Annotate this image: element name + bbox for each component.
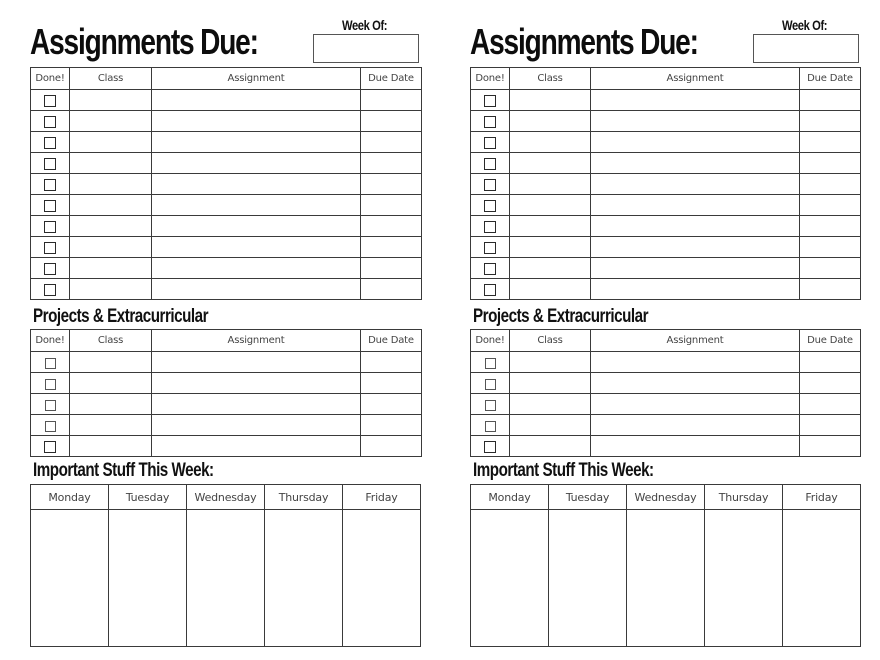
day-header-wednesday: Wednesday: [187, 485, 265, 510]
done-cell[interactable]: [31, 436, 70, 457]
table-row: [31, 415, 422, 436]
done-cell[interactable]: [31, 237, 70, 258]
class-cell[interactable]: [70, 436, 152, 457]
done-cell[interactable]: [471, 153, 510, 174]
due-date-cell[interactable]: [361, 373, 422, 394]
col-header-assignment: Assignment: [591, 68, 800, 90]
class-cell[interactable]: [510, 90, 591, 111]
assignment-cell[interactable]: [591, 216, 800, 237]
day-header-tuesday: Tuesday: [549, 485, 627, 510]
due-date-cell[interactable]: [361, 436, 422, 457]
due-date-cell[interactable]: [361, 352, 422, 373]
done-cell[interactable]: [471, 394, 510, 415]
due-date-cell[interactable]: [800, 216, 861, 237]
notes-cell-friday[interactable]: [343, 510, 421, 647]
day-header-monday: Monday: [471, 485, 549, 510]
class-cell[interactable]: [510, 216, 591, 237]
class-cell[interactable]: [70, 279, 152, 300]
assignments-rows: [31, 90, 422, 300]
col-header-assignment: Assignment: [152, 68, 361, 90]
due-date-cell[interactable]: [361, 216, 422, 237]
done-checkbox[interactable]: [44, 221, 56, 233]
due-date-cell[interactable]: [800, 394, 861, 415]
table-row: [471, 153, 861, 174]
assignment-cell[interactable]: [152, 237, 361, 258]
due-date-cell[interactable]: [361, 279, 422, 300]
col-header-due-date: Due Date: [361, 68, 422, 90]
notes-cell-thursday[interactable]: [705, 510, 783, 647]
weekly-notes-table: [470, 484, 861, 647]
done-checkbox[interactable]: [484, 221, 496, 233]
done-checkbox[interactable]: [44, 137, 56, 149]
table-row: [31, 195, 422, 216]
assignment-cell[interactable]: [591, 195, 800, 216]
table-row: [471, 352, 861, 373]
class-cell[interactable]: [510, 258, 591, 279]
class-cell[interactable]: [510, 174, 591, 195]
table-row: [471, 90, 861, 111]
done-checkbox[interactable]: [485, 421, 496, 432]
table-header-row: [31, 68, 422, 90]
assignment-cell[interactable]: [152, 132, 361, 153]
notes-cell-monday[interactable]: [471, 510, 549, 647]
class-cell[interactable]: [510, 352, 591, 373]
due-date-cell[interactable]: [800, 258, 861, 279]
done-checkbox[interactable]: [484, 263, 496, 275]
day-header-tuesday: Tuesday: [109, 485, 187, 510]
done-checkbox[interactable]: [44, 116, 56, 128]
table-header-row: [471, 68, 861, 90]
done-cell[interactable]: [471, 132, 510, 153]
done-checkbox[interactable]: [485, 358, 496, 369]
col-header-class: Class: [70, 330, 152, 352]
due-date-cell[interactable]: [800, 279, 861, 300]
col-header-class: Class: [510, 330, 591, 352]
due-date-cell[interactable]: [800, 174, 861, 195]
done-checkbox[interactable]: [44, 441, 56, 453]
due-date-cell[interactable]: [800, 373, 861, 394]
col-header-done: Done!: [471, 68, 510, 90]
due-date-cell[interactable]: [361, 111, 422, 132]
table-row: [31, 132, 422, 153]
class-cell[interactable]: [70, 394, 152, 415]
assignment-cell[interactable]: [152, 436, 361, 457]
table-row: [31, 174, 422, 195]
done-checkbox[interactable]: [44, 200, 56, 212]
week-of-field[interactable]: [753, 34, 859, 63]
projects-heading: Projects & Extracurricular: [473, 306, 649, 327]
assignment-cell[interactable]: [152, 352, 361, 373]
due-date-cell[interactable]: [800, 195, 861, 216]
done-checkbox[interactable]: [45, 358, 56, 369]
done-checkbox[interactable]: [484, 242, 496, 254]
due-date-cell[interactable]: [361, 174, 422, 195]
assignment-cell[interactable]: [591, 111, 800, 132]
table-row: [31, 216, 422, 237]
assignment-cell[interactable]: [591, 153, 800, 174]
class-cell[interactable]: [70, 111, 152, 132]
done-cell[interactable]: [471, 195, 510, 216]
days-header-row: [31, 485, 421, 510]
notes-cell-wednesday[interactable]: [187, 510, 265, 647]
done-checkbox[interactable]: [45, 421, 56, 432]
due-date-cell[interactable]: [800, 415, 861, 436]
assignment-cell[interactable]: [591, 352, 800, 373]
due-date-cell[interactable]: [800, 436, 861, 457]
assignment-cell[interactable]: [152, 394, 361, 415]
col-header-done: Done!: [471, 330, 510, 352]
assignment-cell[interactable]: [591, 373, 800, 394]
assignment-cell[interactable]: [152, 90, 361, 111]
class-cell[interactable]: [510, 394, 591, 415]
table-row: [31, 111, 422, 132]
class-cell[interactable]: [70, 195, 152, 216]
important-heading: Important Stuff This Week:: [473, 460, 654, 481]
table-row: [31, 90, 422, 111]
assignment-cell[interactable]: [591, 90, 800, 111]
done-checkbox[interactable]: [44, 95, 56, 107]
assignment-cell[interactable]: [152, 153, 361, 174]
due-date-cell[interactable]: [361, 153, 422, 174]
due-date-cell[interactable]: [800, 132, 861, 153]
class-cell[interactable]: [510, 415, 591, 436]
projects-rows: [471, 352, 861, 457]
table-row: [471, 237, 861, 258]
day-header-thursday: Thursday: [705, 485, 783, 510]
table-row: [471, 373, 861, 394]
table-row: [471, 436, 861, 457]
done-cell[interactable]: [471, 258, 510, 279]
table-row: [471, 174, 861, 195]
days-header-row: [471, 485, 861, 510]
done-cell[interactable]: [31, 279, 70, 300]
col-header-assignment: Assignment: [152, 330, 361, 352]
notes-cell-monday[interactable]: [31, 510, 109, 647]
done-checkbox[interactable]: [44, 179, 56, 191]
projects-table: [30, 329, 422, 457]
class-cell[interactable]: [70, 415, 152, 436]
done-cell[interactable]: [471, 216, 510, 237]
col-header-done: Done!: [31, 330, 70, 352]
assignment-cell[interactable]: [152, 174, 361, 195]
done-cell[interactable]: [31, 258, 70, 279]
due-date-cell[interactable]: [800, 237, 861, 258]
assignment-cell[interactable]: [152, 415, 361, 436]
table-row: [31, 153, 422, 174]
class-cell[interactable]: [70, 153, 152, 174]
done-cell[interactable]: [31, 174, 70, 195]
assignment-cell[interactable]: [152, 373, 361, 394]
projects-rows: [31, 352, 422, 457]
done-checkbox[interactable]: [484, 284, 496, 296]
table-row: [471, 111, 861, 132]
assignment-cell[interactable]: [591, 394, 800, 415]
col-header-class: Class: [70, 68, 152, 90]
done-cell[interactable]: [471, 352, 510, 373]
done-cell[interactable]: [31, 132, 70, 153]
table-row: [471, 415, 861, 436]
class-cell[interactable]: [510, 195, 591, 216]
class-cell[interactable]: [70, 90, 152, 111]
done-cell[interactable]: [471, 373, 510, 394]
class-cell[interactable]: [70, 373, 152, 394]
col-header-class: Class: [510, 68, 591, 90]
done-cell[interactable]: [31, 373, 70, 394]
done-cell[interactable]: [31, 153, 70, 174]
due-date-cell[interactable]: [361, 258, 422, 279]
done-checkbox[interactable]: [44, 263, 56, 275]
projects-heading: Projects & Extracurricular: [33, 306, 209, 327]
done-cell[interactable]: [31, 394, 70, 415]
table-row: [31, 352, 422, 373]
assignment-cell[interactable]: [591, 258, 800, 279]
class-cell[interactable]: [70, 132, 152, 153]
due-date-cell[interactable]: [800, 90, 861, 111]
done-checkbox[interactable]: [484, 200, 496, 212]
done-checkbox[interactable]: [485, 379, 496, 390]
table-row: [31, 279, 422, 300]
projects-table: [470, 329, 861, 457]
notes-cell-wednesday[interactable]: [627, 510, 705, 647]
done-checkbox[interactable]: [45, 379, 56, 390]
important-heading: Important Stuff This Week:: [33, 460, 214, 481]
table-row: [31, 237, 422, 258]
due-date-cell[interactable]: [361, 132, 422, 153]
done-cell[interactable]: [31, 90, 70, 111]
assignment-cell[interactable]: [591, 237, 800, 258]
assignments-rows: [471, 90, 861, 300]
done-checkbox[interactable]: [44, 242, 56, 254]
notes-cell-tuesday[interactable]: [109, 510, 187, 647]
assignment-cell[interactable]: [152, 258, 361, 279]
done-checkbox[interactable]: [45, 400, 56, 411]
page-title: Assignments Due:: [470, 21, 698, 62]
table-row: [31, 258, 422, 279]
done-cell[interactable]: [31, 111, 70, 132]
class-cell[interactable]: [70, 237, 152, 258]
col-header-due-date: Due Date: [361, 330, 422, 352]
due-date-cell[interactable]: [361, 415, 422, 436]
col-header-done: Done!: [31, 68, 70, 90]
day-header-friday: Friday: [783, 485, 861, 510]
assignment-cell[interactable]: [591, 174, 800, 195]
done-checkbox[interactable]: [44, 158, 56, 170]
day-header-wednesday: Wednesday: [627, 485, 705, 510]
done-cell[interactable]: [31, 415, 70, 436]
table-row: [471, 258, 861, 279]
notes-cell-thursday[interactable]: [265, 510, 343, 647]
class-cell[interactable]: [510, 373, 591, 394]
table-row: [471, 195, 861, 216]
done-checkbox[interactable]: [484, 137, 496, 149]
assignment-cell[interactable]: [591, 279, 800, 300]
due-date-cell[interactable]: [361, 90, 422, 111]
class-cell[interactable]: [510, 111, 591, 132]
table-row: [31, 394, 422, 415]
done-cell[interactable]: [471, 237, 510, 258]
done-checkbox[interactable]: [484, 95, 496, 107]
col-header-assignment: Assignment: [591, 330, 800, 352]
day-header-friday: Friday: [343, 485, 421, 510]
table-header-row: [471, 330, 861, 352]
done-cell[interactable]: [31, 195, 70, 216]
days-notes-row: [31, 510, 421, 647]
table-row: [31, 373, 422, 394]
page-title: Assignments Due:: [30, 21, 258, 62]
assignments-table: [30, 67, 422, 300]
done-cell[interactable]: [31, 352, 70, 373]
week-of-label: Week Of:: [782, 17, 828, 33]
assignment-cell[interactable]: [591, 415, 800, 436]
class-cell[interactable]: [510, 279, 591, 300]
due-date-cell[interactable]: [361, 394, 422, 415]
days-notes-row: [471, 510, 861, 647]
assignment-cell[interactable]: [591, 436, 800, 457]
due-date-cell[interactable]: [800, 352, 861, 373]
class-cell[interactable]: [510, 153, 591, 174]
notes-cell-friday[interactable]: [783, 510, 861, 647]
assignment-cell[interactable]: [152, 279, 361, 300]
planner-page-right: [470, 0, 870, 660]
class-cell[interactable]: [70, 174, 152, 195]
table-row: [471, 394, 861, 415]
done-cell[interactable]: [471, 279, 510, 300]
table-row: [471, 132, 861, 153]
done-cell[interactable]: [471, 174, 510, 195]
day-header-monday: Monday: [31, 485, 109, 510]
class-cell[interactable]: [510, 436, 591, 457]
assignment-cell[interactable]: [152, 111, 361, 132]
done-checkbox[interactable]: [484, 179, 496, 191]
done-checkbox[interactable]: [484, 441, 496, 453]
assignments-table: [470, 67, 861, 300]
done-checkbox[interactable]: [484, 116, 496, 128]
table-row: [471, 216, 861, 237]
done-checkbox[interactable]: [44, 284, 56, 296]
class-cell[interactable]: [510, 237, 591, 258]
notes-cell-tuesday[interactable]: [549, 510, 627, 647]
done-checkbox[interactable]: [485, 400, 496, 411]
done-checkbox[interactable]: [484, 158, 496, 170]
planner-page-left: [30, 0, 430, 660]
due-date-cell[interactable]: [800, 153, 861, 174]
class-cell[interactable]: [70, 216, 152, 237]
weekly-notes-table: [30, 484, 421, 647]
done-cell[interactable]: [471, 436, 510, 457]
due-date-cell[interactable]: [361, 195, 422, 216]
col-header-due-date: Due Date: [800, 330, 861, 352]
day-header-thursday: Thursday: [265, 485, 343, 510]
done-cell[interactable]: [471, 111, 510, 132]
due-date-cell[interactable]: [800, 111, 861, 132]
due-date-cell[interactable]: [361, 237, 422, 258]
done-cell[interactable]: [471, 90, 510, 111]
week-of-field[interactable]: [313, 34, 419, 63]
class-cell[interactable]: [510, 132, 591, 153]
assignment-cell[interactable]: [152, 195, 361, 216]
assignment-cell[interactable]: [591, 132, 800, 153]
assignment-cell[interactable]: [152, 216, 361, 237]
class-cell[interactable]: [70, 352, 152, 373]
table-header-row: [31, 330, 422, 352]
week-of-label: Week Of:: [342, 17, 388, 33]
class-cell[interactable]: [70, 258, 152, 279]
done-cell[interactable]: [31, 216, 70, 237]
table-row: [471, 279, 861, 300]
done-cell[interactable]: [471, 415, 510, 436]
table-row: [31, 436, 422, 457]
col-header-due-date: Due Date: [800, 68, 861, 90]
